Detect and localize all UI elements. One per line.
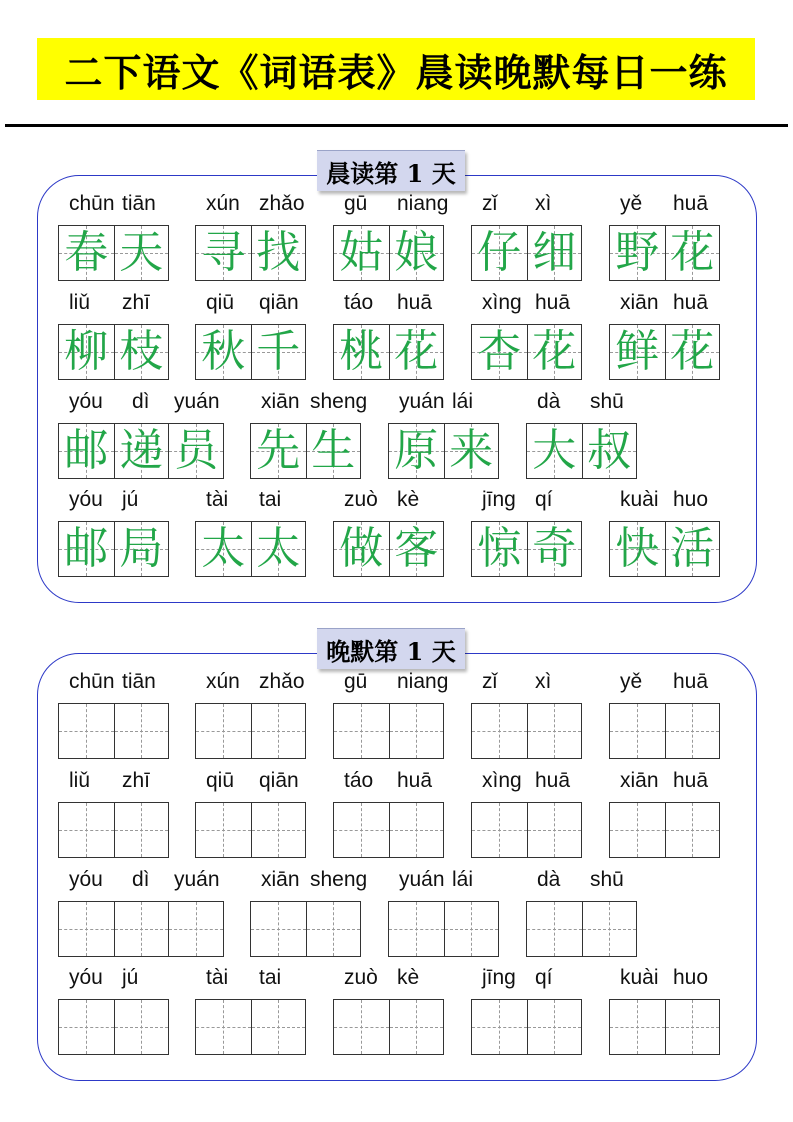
character-cell	[610, 226, 665, 280]
blank-character-cell[interactable]	[444, 902, 499, 956]
hanzi-character: 春	[64, 227, 109, 278]
character-cell	[527, 325, 582, 379]
blank-character-cell[interactable]	[665, 1000, 720, 1054]
pinyin-syllable: zhī	[122, 769, 151, 792]
blank-character-cell[interactable]	[251, 803, 306, 857]
pinyin-syllable: huā	[397, 769, 433, 792]
blank-writing-grid[interactable]	[471, 802, 582, 858]
character-cell	[114, 325, 169, 379]
blank-character-cell[interactable]	[582, 902, 637, 956]
character-cell	[527, 424, 582, 478]
hanzi-character: 先	[256, 425, 301, 476]
pinyin-syllable: huā	[673, 291, 709, 314]
tianzige-word-grid	[58, 521, 169, 577]
pinyin-syllable: sheng	[310, 390, 368, 413]
blank-character-cell[interactable]	[251, 704, 306, 758]
blank-character-cell[interactable]	[389, 902, 444, 956]
hanzi-character: 大	[532, 425, 577, 476]
blank-character-cell[interactable]	[251, 1000, 306, 1054]
blank-character-cell[interactable]	[527, 902, 582, 956]
blank-character-cell[interactable]	[610, 704, 665, 758]
tianzige-word-grid	[250, 423, 361, 479]
pinyin-syllable: yuán	[174, 390, 220, 413]
pinyin-syllable: tiān	[122, 192, 156, 215]
pinyin-syllable: zhǎo	[259, 670, 305, 693]
pinyin-syllable: xún	[206, 192, 240, 215]
pinyin-syllable: qí	[535, 488, 553, 511]
pinyin-syllable: zuò	[344, 488, 378, 511]
pinyin-syllable: huo	[673, 966, 709, 989]
blank-character-cell[interactable]	[334, 803, 389, 857]
pinyin-syllable: shū	[590, 868, 624, 891]
hanzi-character: 秋	[201, 326, 246, 377]
tianzige-word-grid	[333, 225, 444, 281]
tianzige-word-grid	[471, 521, 582, 577]
hanzi-character: 细	[532, 227, 577, 278]
character-cell	[59, 325, 114, 379]
tianzige-word-grid	[471, 324, 582, 380]
pinyin-syllable: zhī	[122, 291, 151, 314]
character-cell	[582, 424, 637, 478]
tianzige-word-grid	[471, 225, 582, 281]
hanzi-character: 做	[339, 523, 384, 574]
tianzige-word-grid	[609, 521, 720, 577]
blank-writing-grid[interactable]	[609, 703, 720, 759]
blank-writing-grid[interactable]	[195, 802, 306, 858]
character-cell	[59, 522, 114, 576]
pinyin-syllable: zǐ	[482, 192, 498, 215]
blank-character-cell[interactable]	[527, 704, 582, 758]
blank-character-cell[interactable]	[59, 704, 114, 758]
pinyin-syllable: liǔ	[69, 769, 91, 792]
character-cell	[472, 226, 527, 280]
pinyin-syllable: niang	[397, 192, 449, 215]
page-title: 二下语文《词语表》晨读晚默每日一练	[64, 49, 728, 95]
hanzi-character: 姑	[339, 227, 384, 278]
pinyin-syllable: yuán	[399, 390, 445, 413]
pinyin-syllable: huā	[673, 769, 709, 792]
tianzige-word-grid	[609, 324, 720, 380]
blank-character-cell[interactable]	[527, 1000, 582, 1054]
pinyin-syllable: yóu	[69, 390, 103, 413]
hanzi-character: 局	[119, 523, 164, 574]
tianzige-word-grid	[333, 521, 444, 577]
blank-writing-grid[interactable]	[333, 999, 444, 1055]
character-cell	[334, 325, 389, 379]
blank-character-cell[interactable]	[665, 704, 720, 758]
pinyin-syllable: qí	[535, 966, 553, 989]
tianzige-word-grid	[609, 225, 720, 281]
pinyin-syllable: xiān	[620, 769, 659, 792]
pinyin-syllable: kuài	[620, 966, 659, 989]
pinyin-syllable: jú	[122, 488, 139, 511]
character-cell	[610, 325, 665, 379]
pinyin-syllable: táo	[344, 291, 374, 314]
pinyin-syllable: huā	[673, 670, 709, 693]
character-cell	[306, 424, 361, 478]
character-cell	[251, 226, 306, 280]
character-cell	[59, 226, 114, 280]
blank-character-cell[interactable]	[114, 704, 169, 758]
pinyin-syllable: xì	[535, 192, 552, 215]
pinyin-syllable: xìng	[482, 291, 522, 314]
character-cell	[610, 522, 665, 576]
blank-character-cell[interactable]	[196, 1000, 251, 1054]
hanzi-character: 来	[449, 425, 494, 476]
blank-character-cell[interactable]	[306, 902, 361, 956]
tianzige-word-grid	[58, 324, 169, 380]
hanzi-character: 野	[615, 227, 660, 278]
hanzi-character: 仔	[477, 227, 522, 278]
pinyin-syllable: kè	[397, 966, 420, 989]
blank-writing-grid[interactable]	[58, 802, 169, 858]
pinyin-syllable: xì	[535, 670, 552, 693]
character-cell	[527, 226, 582, 280]
blank-character-cell[interactable]	[610, 803, 665, 857]
tianzige-word-grid	[195, 521, 306, 577]
pinyin-syllable: qiū	[206, 291, 235, 314]
pinyin-syllable: huā	[535, 291, 571, 314]
pinyin-syllable: lái	[452, 868, 474, 891]
pinyin-syllable: jú	[122, 966, 139, 989]
pinyin-syllable: dì	[132, 868, 150, 891]
title-divider	[5, 124, 788, 127]
blank-writing-grid[interactable]	[58, 901, 224, 957]
hanzi-character: 花	[670, 326, 715, 377]
blank-writing-grid[interactable]	[471, 703, 582, 759]
hanzi-character: 快	[615, 523, 660, 574]
pinyin-syllable: yě	[620, 670, 643, 693]
blank-character-cell[interactable]	[472, 1000, 527, 1054]
pinyin-syllable: xún	[206, 670, 240, 693]
blank-writing-grid[interactable]	[609, 999, 720, 1055]
pinyin-syllable: lái	[452, 390, 474, 413]
hanzi-character: 桃	[339, 326, 384, 377]
hanzi-character: 娘	[394, 227, 439, 278]
hanzi-character: 千	[256, 326, 301, 377]
character-cell	[251, 424, 306, 478]
pinyin-syllable: zhǎo	[259, 192, 305, 215]
pinyin-syllable: huā	[673, 192, 709, 215]
character-cell	[114, 226, 169, 280]
pinyin-syllable: tài	[206, 966, 229, 989]
hanzi-character: 叔	[587, 425, 632, 476]
tianzige-word-grid	[388, 423, 499, 479]
blank-character-cell[interactable]	[114, 1000, 169, 1054]
hanzi-character: 枝	[119, 326, 164, 377]
blank-writing-grid[interactable]	[471, 999, 582, 1055]
blank-writing-grid[interactable]	[333, 802, 444, 858]
character-cell	[114, 522, 169, 576]
evening-dictation-label: 晚默第 1 天	[317, 628, 465, 669]
pinyin-syllable: dà	[537, 868, 561, 891]
pinyin-syllable: sheng	[310, 868, 368, 891]
character-cell	[196, 226, 251, 280]
pinyin-syllable: chūn	[69, 192, 115, 215]
pinyin-syllable: liǔ	[69, 291, 91, 314]
pinyin-syllable: táo	[344, 769, 374, 792]
pinyin-syllable: jīng	[482, 966, 516, 989]
hanzi-character: 活	[670, 523, 715, 574]
character-cell	[665, 522, 720, 576]
pinyin-syllable: xìng	[482, 769, 522, 792]
pinyin-syllable: gū	[344, 670, 368, 693]
hanzi-character: 太	[256, 523, 301, 574]
blank-character-cell[interactable]	[472, 704, 527, 758]
blank-character-cell[interactable]	[389, 803, 444, 857]
blank-character-cell[interactable]	[168, 902, 223, 956]
pinyin-syllable: dì	[132, 390, 150, 413]
pinyin-syllable: yóu	[69, 868, 103, 891]
hanzi-character: 柳	[64, 326, 109, 377]
blank-writing-grid[interactable]	[195, 703, 306, 759]
pinyin-syllable: qiū	[206, 769, 235, 792]
hanzi-character: 天	[119, 227, 164, 278]
character-cell	[389, 522, 444, 576]
blank-character-cell[interactable]	[251, 902, 306, 956]
blank-character-cell[interactable]	[334, 704, 389, 758]
character-cell	[196, 522, 251, 576]
hanzi-character: 员	[174, 425, 219, 476]
blank-writing-grid[interactable]	[250, 901, 361, 957]
character-cell	[334, 226, 389, 280]
character-cell	[527, 522, 582, 576]
blank-writing-grid[interactable]	[526, 901, 637, 957]
blank-character-cell[interactable]	[114, 803, 169, 857]
hanzi-character: 客	[394, 523, 439, 574]
hanzi-character: 太	[201, 523, 246, 574]
hanzi-character: 邮	[64, 523, 109, 574]
character-cell	[472, 325, 527, 379]
blank-writing-grid[interactable]	[333, 703, 444, 759]
character-cell	[665, 226, 720, 280]
tianzige-word-grid	[195, 324, 306, 380]
blank-character-cell[interactable]	[389, 1000, 444, 1054]
pinyin-syllable: yóu	[69, 966, 103, 989]
pinyin-syllable: yuán	[174, 868, 220, 891]
pinyin-syllable: xiān	[261, 868, 300, 891]
blank-writing-grid[interactable]	[58, 703, 169, 759]
blank-character-cell[interactable]	[59, 803, 114, 857]
blank-character-cell[interactable]	[59, 1000, 114, 1054]
hanzi-character: 寻	[201, 227, 246, 278]
pinyin-syllable: gū	[344, 192, 368, 215]
pinyin-syllable: huā	[535, 769, 571, 792]
pinyin-syllable: shū	[590, 390, 624, 413]
character-cell	[168, 424, 223, 478]
hanzi-character: 生	[311, 425, 356, 476]
hanzi-character: 原	[394, 425, 439, 476]
blank-character-cell[interactable]	[472, 803, 527, 857]
pinyin-syllable: yě	[620, 192, 643, 215]
blank-writing-grid[interactable]	[609, 802, 720, 858]
blank-writing-grid[interactable]	[388, 901, 499, 957]
hanzi-character: 杏	[477, 326, 522, 377]
character-cell	[389, 424, 444, 478]
pinyin-syllable: qiān	[259, 769, 299, 792]
character-cell	[114, 424, 169, 478]
hanzi-character: 花	[394, 326, 439, 377]
character-cell	[251, 522, 306, 576]
hanzi-character: 邮	[64, 425, 109, 476]
blank-character-cell[interactable]	[527, 803, 582, 857]
pinyin-syllable: qiān	[259, 291, 299, 314]
pinyin-syllable: tiān	[122, 670, 156, 693]
pinyin-syllable: yuán	[399, 868, 445, 891]
character-cell	[59, 424, 114, 478]
hanzi-character: 花	[670, 227, 715, 278]
pinyin-syllable: niang	[397, 670, 449, 693]
pinyin-syllable: tài	[206, 488, 229, 511]
pinyin-syllable: yóu	[69, 488, 103, 511]
pinyin-syllable: zuò	[344, 966, 378, 989]
blank-character-cell[interactable]	[196, 704, 251, 758]
hanzi-character: 找	[256, 227, 301, 278]
tianzige-word-grid	[526, 423, 637, 479]
pinyin-syllable: huā	[397, 291, 433, 314]
character-cell	[665, 325, 720, 379]
pinyin-syllable: zǐ	[482, 670, 498, 693]
pinyin-syllable: kè	[397, 488, 420, 511]
character-cell	[334, 522, 389, 576]
character-cell	[389, 325, 444, 379]
blank-character-cell[interactable]	[114, 902, 169, 956]
blank-character-cell[interactable]	[665, 803, 720, 857]
blank-character-cell[interactable]	[610, 1000, 665, 1054]
blank-character-cell[interactable]	[389, 704, 444, 758]
blank-character-cell[interactable]	[59, 902, 114, 956]
pinyin-syllable: chūn	[69, 670, 115, 693]
hanzi-character: 鲜	[615, 326, 660, 377]
pinyin-syllable: jīng	[482, 488, 516, 511]
pinyin-syllable: kuài	[620, 488, 659, 511]
hanzi-character: 奇	[532, 523, 577, 574]
blank-character-cell[interactable]	[196, 803, 251, 857]
character-cell	[196, 325, 251, 379]
tianzige-word-grid	[58, 225, 169, 281]
hanzi-character: 惊	[477, 523, 522, 574]
character-cell	[444, 424, 499, 478]
blank-writing-grid[interactable]	[195, 999, 306, 1055]
tianzige-word-grid	[58, 423, 224, 479]
character-cell	[389, 226, 444, 280]
character-cell	[251, 325, 306, 379]
tianzige-word-grid	[333, 324, 444, 380]
title-banner	[37, 38, 755, 100]
character-cell	[472, 522, 527, 576]
hanzi-character: 花	[532, 326, 577, 377]
morning-reading-label: 晨读第 1 天	[317, 150, 465, 191]
blank-writing-grid[interactable]	[58, 999, 169, 1055]
pinyin-syllable: tai	[259, 966, 282, 989]
pinyin-syllable: huo	[673, 488, 709, 511]
blank-character-cell[interactable]	[334, 1000, 389, 1054]
pinyin-syllable: tai	[259, 488, 282, 511]
pinyin-syllable: xiān	[620, 291, 659, 314]
pinyin-syllable: xiān	[261, 390, 300, 413]
tianzige-word-grid	[195, 225, 306, 281]
hanzi-character: 递	[119, 425, 164, 476]
pinyin-syllable: dà	[537, 390, 561, 413]
